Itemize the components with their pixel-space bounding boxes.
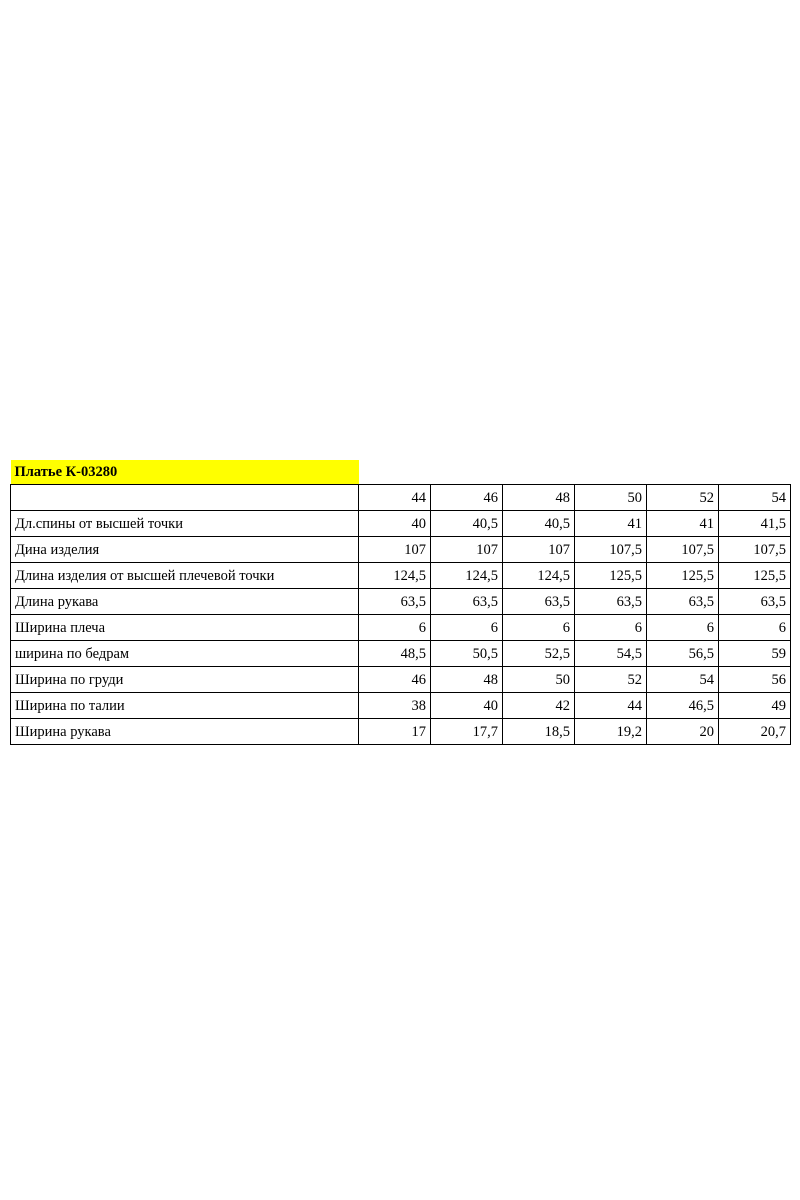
title-row — [11, 460, 791, 485]
measure-value: 38 — [359, 693, 431, 719]
title-blank-cell-5 — [647, 460, 719, 485]
table-row — [11, 589, 791, 615]
table-row — [11, 537, 791, 563]
measure-value: 6 — [503, 615, 575, 641]
measure-value: 54 — [647, 667, 719, 693]
measure-value: 6 — [431, 615, 503, 641]
measure-value: 50,5 — [431, 641, 503, 667]
title-blank-cell-2 — [431, 460, 503, 485]
measure-value: 107 — [359, 537, 431, 563]
title-blank-cell-4 — [575, 460, 647, 485]
measure-value: 125,5 — [575, 563, 647, 589]
measure-value: 48 — [431, 667, 503, 693]
table-row — [11, 719, 791, 745]
size-header-44: 44 — [359, 485, 431, 511]
measure-value: 124,5 — [359, 563, 431, 589]
measure-value: 40 — [431, 693, 503, 719]
measure-value: 6 — [719, 615, 791, 641]
measure-label: Ширина по талии — [11, 693, 359, 719]
measure-value: 40 — [359, 511, 431, 537]
measure-value: 56 — [719, 667, 791, 693]
measure-value: 40,5 — [431, 511, 503, 537]
measure-value: 20 — [647, 719, 719, 745]
measure-value: 63,5 — [431, 589, 503, 615]
measure-value: 17 — [359, 719, 431, 745]
size-chart-sheet — [10, 460, 790, 745]
measure-value: 107,5 — [719, 537, 791, 563]
measure-value: 19,2 — [575, 719, 647, 745]
measure-value: 41 — [575, 511, 647, 537]
size-header-52: 52 — [647, 485, 719, 511]
measure-label: Ширина плеча — [11, 615, 359, 641]
size-table — [10, 460, 791, 745]
measure-label: Дина изделия — [11, 537, 359, 563]
table-row — [11, 667, 791, 693]
measure-value: 6 — [647, 615, 719, 641]
measure-label: Дл.спины от высшей точки — [11, 511, 359, 537]
measure-value: 125,5 — [647, 563, 719, 589]
measure-value: 42 — [503, 693, 575, 719]
table-row — [11, 641, 791, 667]
measure-label: Ширина рукава — [11, 719, 359, 745]
measure-value: 46,5 — [647, 693, 719, 719]
measure-label: Длина изделия от высшей плечевой точки — [11, 563, 359, 589]
measure-value: 54,5 — [575, 641, 647, 667]
measure-value: 107,5 — [575, 537, 647, 563]
table-row — [11, 511, 791, 537]
measure-value: 40,5 — [503, 511, 575, 537]
product-title: Платье К-03280 — [11, 460, 359, 485]
measure-label: ширина по бедрам — [11, 641, 359, 667]
measure-value: 63,5 — [359, 589, 431, 615]
measure-value: 41 — [647, 511, 719, 537]
measure-value: 17,7 — [431, 719, 503, 745]
title-blank-cell-3 — [503, 460, 575, 485]
measure-value: 63,5 — [575, 589, 647, 615]
size-header-50: 50 — [575, 485, 647, 511]
size-header-blank — [11, 485, 359, 511]
size-header-48: 48 — [503, 485, 575, 511]
measure-value: 41,5 — [719, 511, 791, 537]
table-row — [11, 615, 791, 641]
measure-value: 56,5 — [647, 641, 719, 667]
measure-value: 6 — [359, 615, 431, 641]
measure-value: 125,5 — [719, 563, 791, 589]
title-blank-cell-1 — [359, 460, 431, 485]
measure-value: 52,5 — [503, 641, 575, 667]
measure-value: 48,5 — [359, 641, 431, 667]
measure-value: 6 — [575, 615, 647, 641]
measure-value: 124,5 — [503, 563, 575, 589]
measure-value: 52 — [575, 667, 647, 693]
size-header-row — [11, 485, 791, 511]
measure-label: Длина рукава — [11, 589, 359, 615]
measure-value: 18,5 — [503, 719, 575, 745]
measure-value: 124,5 — [431, 563, 503, 589]
measure-value: 20,7 — [719, 719, 791, 745]
table-row — [11, 563, 791, 589]
measure-value: 63,5 — [503, 589, 575, 615]
size-header-54: 54 — [719, 485, 791, 511]
measure-value: 50 — [503, 667, 575, 693]
title-blank-cell-6 — [719, 460, 791, 485]
measure-value: 44 — [575, 693, 647, 719]
measure-value: 107 — [431, 537, 503, 563]
measure-label: Ширина по груди — [11, 667, 359, 693]
measure-value: 63,5 — [719, 589, 791, 615]
size-header-46: 46 — [431, 485, 503, 511]
measure-value: 107,5 — [647, 537, 719, 563]
measure-value: 63,5 — [647, 589, 719, 615]
measure-value: 59 — [719, 641, 791, 667]
measure-value: 107 — [503, 537, 575, 563]
table-row — [11, 693, 791, 719]
measure-value: 49 — [719, 693, 791, 719]
measure-value: 46 — [359, 667, 431, 693]
